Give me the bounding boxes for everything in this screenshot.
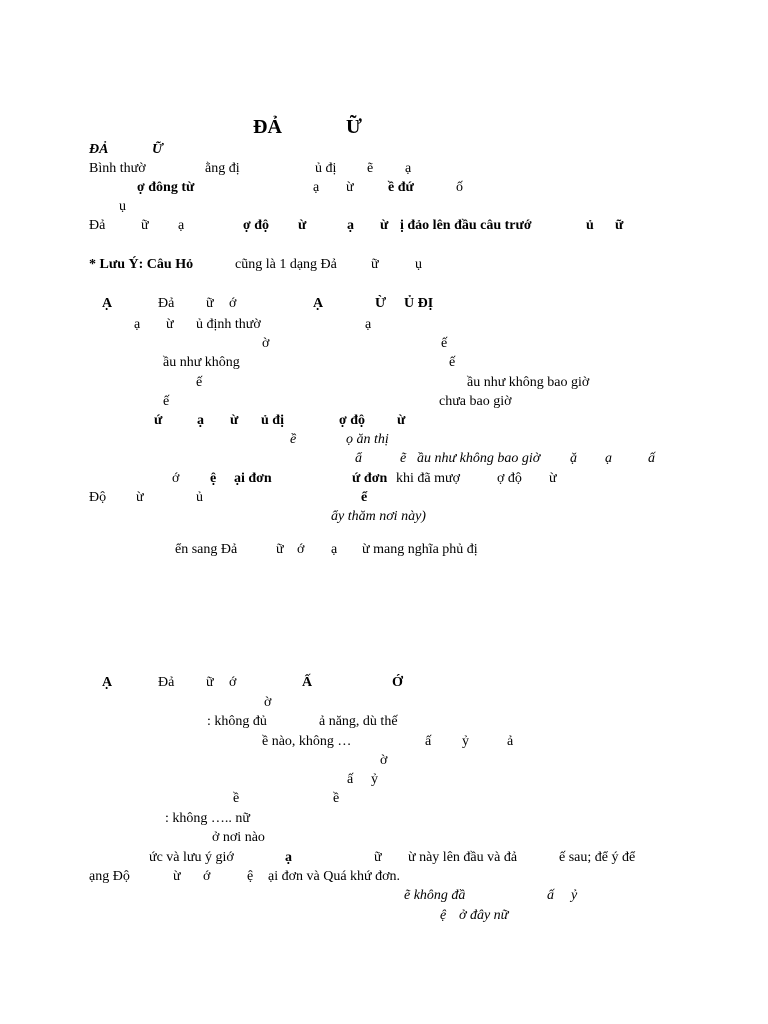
- text-fragment: ủ đị: [261, 413, 284, 428]
- text-fragment: ề nào, không …: [262, 734, 352, 749]
- text-fragment: ừ: [298, 218, 307, 233]
- note-label: * Lưu Ý: Câu Hỏ: [89, 257, 194, 272]
- note-text: ụ: [415, 257, 422, 272]
- text-fragment: khi đã mượ: [396, 471, 460, 486]
- text-fragment: ủ: [586, 218, 594, 233]
- text-fragment: ừ: [166, 317, 174, 332]
- text-fragment: ạ: [347, 218, 354, 233]
- text-fragment: ọ ăn thị: [346, 432, 389, 447]
- text-fragment: ạ: [313, 180, 320, 195]
- section1-heading: ớ: [229, 296, 237, 311]
- text-fragment: ệ: [210, 471, 217, 486]
- text-fragment: ữ: [141, 218, 149, 233]
- text-fragment: ụ: [119, 199, 126, 214]
- text-fragment: ố: [456, 180, 463, 195]
- text-fragment: ủ định thườ: [196, 317, 261, 332]
- text-fragment: ế sau; để ý để: [559, 850, 636, 865]
- text-fragment: chưa bao giờ: [439, 394, 512, 409]
- text-fragment: ặ: [570, 451, 577, 466]
- section1-heading: Đả: [158, 296, 175, 311]
- text-fragment: ế: [196, 375, 203, 390]
- section1-heading: Ạ: [313, 296, 324, 311]
- section2-heading: Ấ: [302, 675, 313, 690]
- text-fragment: ạng Độ: [89, 869, 130, 884]
- text-fragment: ữ: [374, 850, 382, 865]
- page-title-part: ĐẢ: [253, 116, 282, 138]
- text-fragment: ữ: [276, 542, 284, 557]
- text-fragment: ừ: [549, 471, 557, 486]
- text-fragment: ấ: [648, 451, 655, 466]
- text-fragment: : không ….. nữ: [165, 811, 250, 826]
- text-fragment: ừ: [173, 869, 181, 884]
- text-fragment: ớ: [203, 869, 211, 884]
- text-fragment: ế: [441, 336, 448, 351]
- text-fragment: ẽ: [400, 451, 407, 466]
- section2-heading: ữ: [206, 675, 214, 690]
- text-fragment: ạ: [605, 451, 612, 466]
- text-fragment: ạ: [405, 161, 412, 176]
- section1-heading: Ừ: [375, 296, 387, 311]
- section-heading: Ữ: [152, 142, 163, 157]
- text-fragment: ề: [290, 432, 297, 447]
- text-fragment: ề: [333, 791, 340, 806]
- note-text: ữ: [371, 257, 379, 272]
- text-fragment: ức và lưu ý giớ: [149, 850, 234, 865]
- text-fragment: ở nơi nào: [212, 830, 265, 845]
- text-fragment: ớ: [172, 471, 180, 486]
- text-fragment: ạ: [285, 850, 292, 865]
- text-fragment: Đả: [89, 218, 106, 233]
- text-fragment: ể: [361, 490, 368, 505]
- section1-heading: Ủ ĐỊ: [404, 296, 434, 311]
- text-fragment: ừ: [397, 413, 406, 428]
- text-fragment: ỷ: [571, 888, 578, 903]
- text-fragment: ầu như không bao giờ: [417, 451, 541, 466]
- text-fragment: ệ: [440, 908, 447, 923]
- text-fragment: ả năng, dù thế: [319, 714, 398, 729]
- text-fragment: ừ: [230, 413, 239, 428]
- text-fragment: ừ mang nghĩa phủ đị: [362, 542, 478, 557]
- text-fragment: ầu như không: [163, 355, 240, 370]
- text-fragment: ừ: [346, 180, 354, 195]
- text-fragment: ẩy thăm nơi này): [331, 509, 426, 524]
- text-fragment: ừ: [380, 218, 389, 233]
- text-fragment: ờ: [262, 336, 270, 351]
- text-fragment: Độ: [89, 490, 107, 505]
- text-fragment: ủ: [196, 490, 203, 505]
- text-fragment: ạ: [365, 317, 372, 332]
- section2-heading: Đả: [158, 675, 175, 690]
- text-fragment: ả: [507, 734, 514, 749]
- text-fragment: ợ độ: [243, 218, 270, 233]
- text-fragment: ề: [233, 791, 240, 806]
- text-fragment: ợ độ: [339, 413, 366, 428]
- text-fragment: ấ: [347, 772, 354, 787]
- text-fragment: ạ: [178, 218, 185, 233]
- text-fragment: ờ: [264, 695, 272, 710]
- section1-heading: ữ: [206, 296, 214, 311]
- text-fragment: : không đủ: [207, 714, 267, 729]
- text-fragment: ứ đơn: [352, 471, 388, 486]
- text-fragment: ợ độ: [497, 471, 522, 486]
- page-title-part: Ữ: [346, 116, 362, 138]
- text-fragment: ẽ không đầ: [404, 888, 466, 903]
- note-text: cũng là 1 dạng Đả: [235, 257, 337, 272]
- text-fragment: ạ: [197, 413, 204, 428]
- text-fragment: ấ: [425, 734, 432, 749]
- section2-heading: Ạ: [102, 675, 113, 690]
- text-fragment: ế: [449, 355, 456, 370]
- text-fragment: ế: [163, 394, 170, 409]
- text-fragment: ại đơn: [234, 471, 272, 486]
- section2-heading: Ớ: [392, 675, 403, 690]
- section-heading: ĐẢ: [89, 142, 109, 157]
- text-fragment: ỷ: [371, 772, 378, 787]
- section1-heading: Ạ: [102, 296, 113, 311]
- text-fragment: Bình thườ: [89, 161, 146, 176]
- text-fragment: ệ: [247, 869, 254, 884]
- text-fragment: ừ này lên đầu và đả: [408, 850, 518, 865]
- text-fragment: ẩ: [355, 451, 362, 466]
- text-fragment: ề đứ: [388, 180, 414, 195]
- text-fragment: ị đảo lên đầu câu trướ: [400, 218, 532, 233]
- text-fragment: ở đây nữ: [459, 908, 509, 923]
- text-fragment: ạ: [331, 542, 338, 557]
- text-fragment: ẽ: [367, 161, 374, 176]
- text-fragment: ứ: [154, 413, 163, 428]
- text-fragment: ợ đông từ: [137, 180, 195, 195]
- text-fragment: ừ: [136, 490, 144, 505]
- text-fragment: ại đơn và Quá khứ đơn.: [268, 869, 401, 884]
- text-fragment: ạ: [134, 317, 141, 332]
- text-fragment: ớ: [297, 542, 305, 557]
- text-fragment: ằng đị: [205, 161, 240, 176]
- text-fragment: ầu như không bao giờ: [467, 375, 590, 390]
- text-fragment: ờ: [380, 753, 388, 768]
- text-fragment: ỷ: [462, 734, 469, 749]
- text-fragment: ủ đị: [315, 161, 337, 176]
- section2-heading: ớ: [229, 675, 237, 690]
- text-fragment: ển sang Đả: [175, 542, 238, 557]
- text-fragment: ữ: [615, 218, 624, 233]
- text-fragment: ấ: [547, 888, 554, 903]
